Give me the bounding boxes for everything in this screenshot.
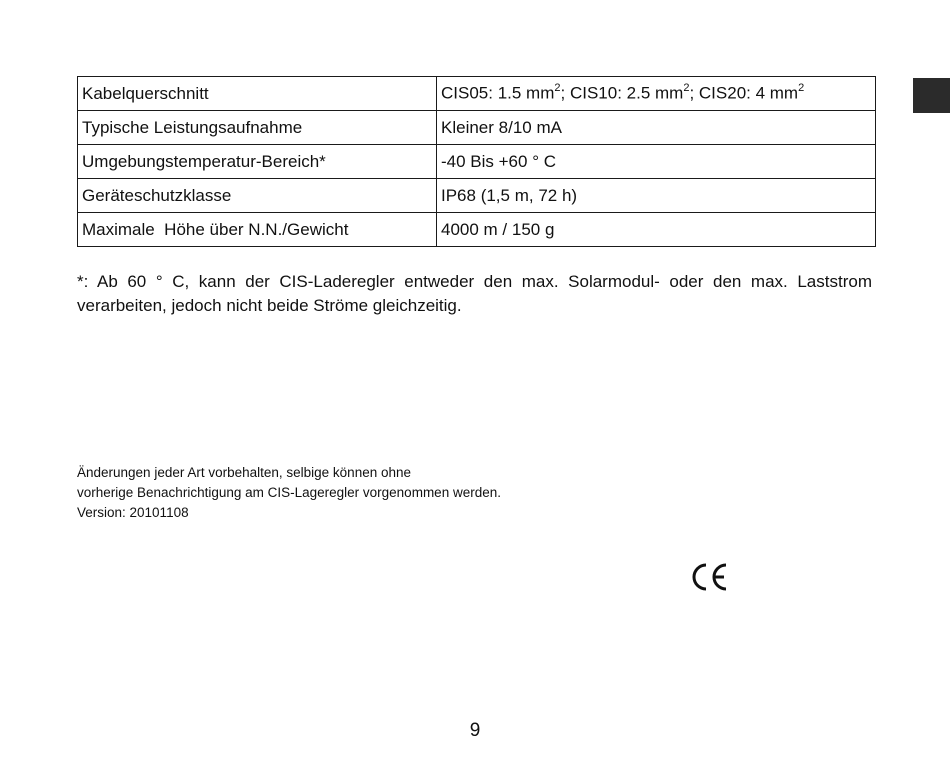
- disclaimer-line: vorherige Benachrichtigung am CIS-Lageregler vorgenommen werden.: [77, 485, 501, 500]
- spec-value: Kleiner 8/10 mA: [437, 111, 876, 145]
- spec-value: -40 Bis +60 ° C: [437, 145, 876, 179]
- table-row: [78, 111, 876, 145]
- spec-value: IP68 (1,5 m, 72 h): [437, 179, 876, 213]
- table-row: [78, 77, 876, 111]
- spec-value: 4000 m / 150 g: [437, 213, 876, 247]
- disclaimer-text: [77, 463, 677, 523]
- temperature-footnote: *: Ab 60 ° C, kann der CIS-Laderegler entweder den max. Solarmodul- oder den max. Laststrom verarbeiten, jedoch nicht beide Ströme gleichzeitig.: [77, 272, 872, 315]
- page-number: 9: [469, 720, 481, 741]
- spec-label: Geräteschutzklasse: [78, 179, 437, 213]
- disclaimer-line: Änderungen jeder Art vorbehalten, selbige können ohne: [77, 465, 411, 480]
- section-tab-marker: [913, 78, 950, 113]
- spec-value: CIS05: 1.5 $mm^2$; CIS10: 2.5 $mm^2$; CIS20: 4 $mm^2$: [437, 77, 876, 111]
- table-row: [78, 145, 876, 179]
- table-row: [78, 213, 876, 247]
- table-row: [78, 179, 876, 213]
- spec-label: Maximale Höhe über N.N./Gewicht: [78, 213, 437, 247]
- ce-mark-icon: [689, 562, 729, 592]
- version-label: Version: 20101108: [77, 505, 189, 520]
- spec-label: Typische Leistungsaufnahme: [78, 111, 437, 145]
- specifications-table: [77, 76, 876, 247]
- spec-label: Umgebungstemperatur-Bereich*: [78, 145, 437, 179]
- spec-label: Kabelquerschnitt: [78, 77, 437, 111]
